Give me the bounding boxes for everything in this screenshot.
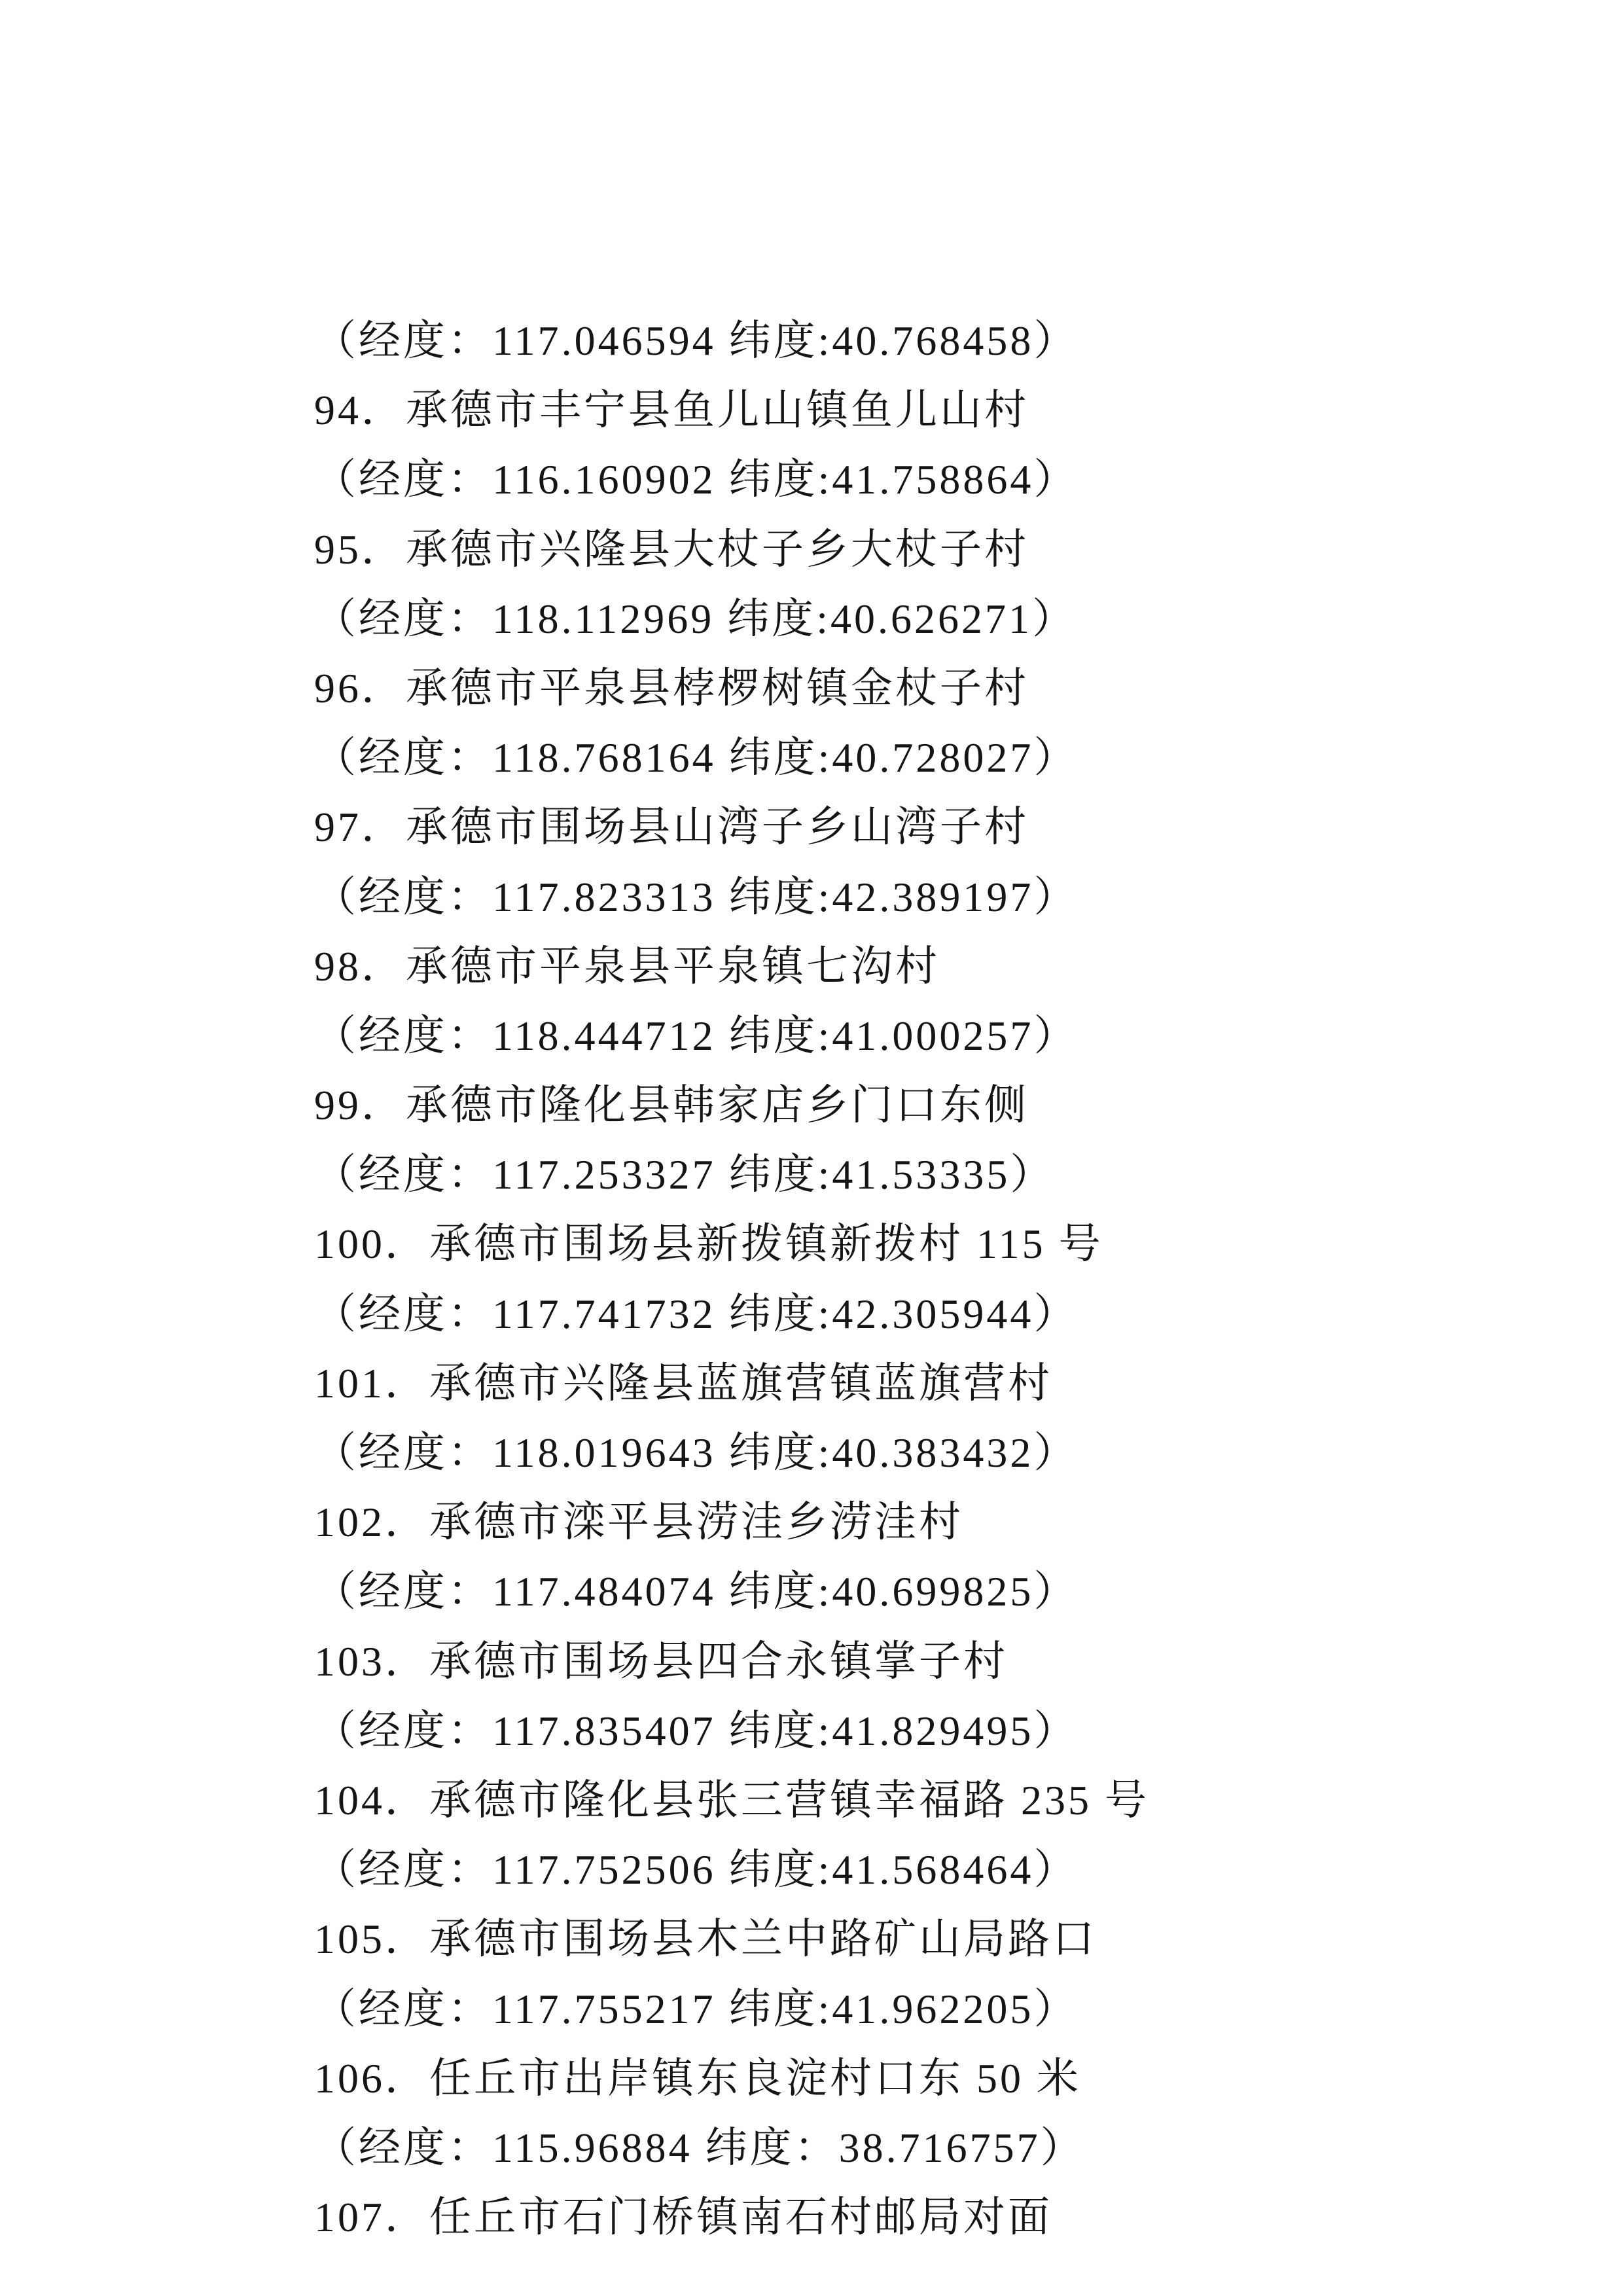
- entry-number: 107．: [314, 2194, 429, 2241]
- list-item: [314, 2183, 1558, 2252]
- entry-location: 承德市平泉县桲椤树镇金杖子村: [406, 664, 1029, 711]
- entry-number: 101．: [314, 1359, 429, 1407]
- entry-heading: [314, 1905, 1558, 1974]
- list-item: [314, 1210, 1558, 1348]
- entry-heading: [314, 654, 1558, 723]
- entry-heading: [314, 1071, 1558, 1140]
- entry-heading: [314, 793, 1558, 862]
- entry-coordinates: （经度：118.019643 纬度:40.383432）: [314, 1429, 1079, 1476]
- entry-location: 承德市隆化县韩家店乡门口东侧: [406, 1082, 1029, 1129]
- entry-number: 96．: [314, 664, 406, 711]
- entry-coordinates: （经度：117.253327 纬度:41.53335）: [314, 1151, 1055, 1198]
- entry-location: 承德市围场县山湾子乡山湾子村: [406, 804, 1029, 851]
- entry-coordinates: （经度：117.741732 纬度:42.305944）: [314, 1290, 1079, 1337]
- entry-heading: [314, 376, 1558, 445]
- entry-number: 100．: [314, 1221, 429, 1268]
- entry-number: 95．: [314, 526, 406, 573]
- entry-number: 105．: [314, 1916, 429, 1963]
- entry-coordinates: （经度：116.160902 纬度:41.758864）: [314, 456, 1079, 503]
- entry-coordinates: （经度：117.835407 纬度:41.829495）: [314, 1707, 1079, 1754]
- list-item: [314, 2044, 1558, 2183]
- entry-heading: [314, 515, 1558, 584]
- entry-coordinates: （经度：117.823313 纬度:42.389197）: [314, 873, 1079, 920]
- entry-number: 94．: [314, 387, 406, 434]
- entry-number: 102．: [314, 1499, 429, 1546]
- entry-coordinates: （经度：117.752506 纬度:41.568464）: [314, 1846, 1079, 1893]
- list-item: [314, 515, 1558, 654]
- entry-coordinates: （经度：117.484074 纬度:40.699825）: [314, 1568, 1079, 1615]
- entry-heading: [314, 1488, 1558, 1557]
- list-item: [314, 1766, 1558, 1905]
- entry-heading: [314, 2183, 1558, 2252]
- entry-location: 承德市围场县四合永镇掌子村: [429, 1638, 1008, 1685]
- entry-heading: [314, 1766, 1558, 1835]
- location-list: [314, 306, 1558, 2252]
- entry-location: 承德市围场县木兰中路矿山局路口: [429, 1916, 1097, 1963]
- entry-heading: [314, 932, 1558, 1001]
- entry-location: 承德市丰宁县鱼儿山镇鱼儿山村: [406, 387, 1029, 434]
- list-item: [314, 1488, 1558, 1626]
- list-item: [314, 376, 1558, 514]
- entry-location: 任丘市石门桥镇南石村邮局对面: [429, 2194, 1052, 2241]
- entry-heading: [314, 2044, 1558, 2113]
- entry-location: 承德市兴隆县蓝旗营镇蓝旗营村: [429, 1359, 1052, 1407]
- list-item: [314, 1627, 1558, 1766]
- entry-heading: [314, 1349, 1558, 1418]
- entry-location: 承德市隆化县张三营镇幸福路 235 号: [429, 1776, 1149, 1823]
- entry-location: 承德市围场县新拨镇新拨村 115 号: [429, 1221, 1103, 1268]
- entry-number: 106．: [314, 2054, 429, 2102]
- list-item: [314, 793, 1558, 931]
- entry-heading: [314, 1627, 1558, 1696]
- entry-location: 承德市平泉县平泉镇七沟村: [406, 942, 940, 990]
- entry-coordinates: （经度：118.444712 纬度:41.000257）: [314, 1012, 1079, 1059]
- list-item: [314, 654, 1558, 793]
- entry-location: 承德市滦平县涝洼乡涝洼村: [429, 1499, 963, 1546]
- entry-number: 104．: [314, 1776, 429, 1823]
- entry-coordinates: （经度：118.112969 纬度:40.626271）: [314, 595, 1077, 642]
- entry-number: 99．: [314, 1082, 406, 1129]
- entry-coordinates: （经度：117.755217 纬度:41.962205）: [314, 1985, 1079, 2032]
- entry-number: 97．: [314, 804, 406, 851]
- list-item: [314, 1071, 1558, 1210]
- entry-coordinates: （经度：115.96884 纬度：38.716757）: [314, 2124, 1085, 2171]
- continued-coordinates: （经度：117.046594 纬度:40.768458）: [314, 317, 1079, 364]
- list-item: [314, 1349, 1558, 1488]
- entry-number: 98．: [314, 942, 406, 990]
- list-item: [314, 1905, 1558, 2043]
- entry-coordinates: （经度：118.768164 纬度:40.728027）: [314, 734, 1079, 781]
- entry-location: 承德市兴隆县大杖子乡大杖子村: [406, 526, 1029, 573]
- list-item: [314, 932, 1558, 1071]
- entry-heading: [314, 1210, 1558, 1279]
- entry-number: 103．: [314, 1638, 429, 1685]
- entry-location: 任丘市出岸镇东良淀村口东 50 米: [429, 2054, 1081, 2102]
